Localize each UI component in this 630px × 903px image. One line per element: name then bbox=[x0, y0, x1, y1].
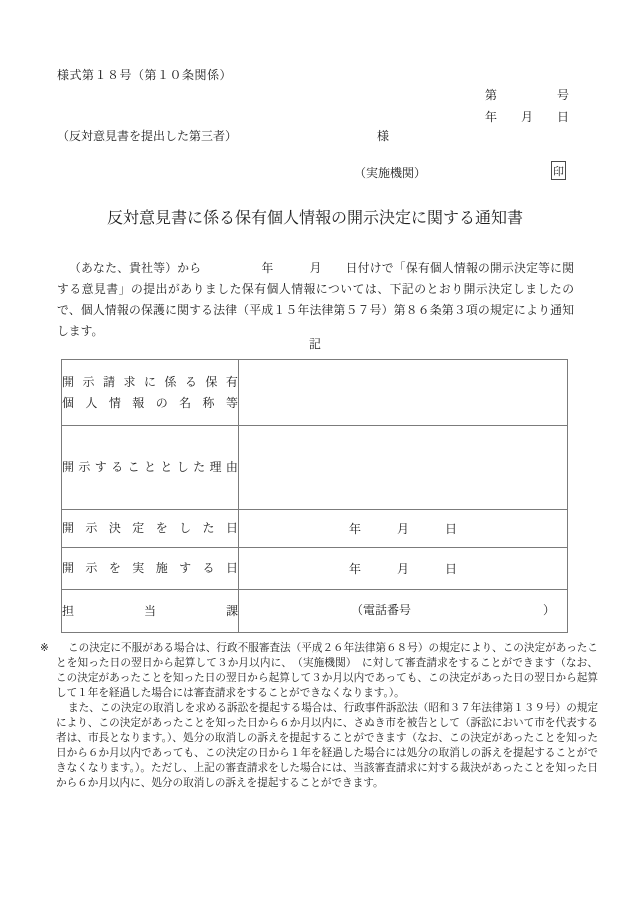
row-label-cell bbox=[62, 360, 239, 426]
row-value-cell: 年 月 日 bbox=[239, 510, 568, 548]
table-row-section-in-charge bbox=[62, 590, 568, 633]
table-row-decision-date bbox=[62, 510, 568, 548]
details-table bbox=[61, 359, 568, 633]
document-number-line: 第 号 bbox=[484, 88, 569, 102]
row-value-cell bbox=[239, 360, 568, 426]
row-label-cell bbox=[62, 548, 239, 590]
row-label-cell bbox=[62, 510, 239, 548]
row-value-cell bbox=[239, 426, 568, 510]
row-value-cell: 年 月 日 bbox=[239, 548, 568, 590]
row-label-line: 個 人 情 報 の 名 称 等 bbox=[62, 395, 238, 410]
document-title: 反対意見書に係る保有個人情報の開示決定に関する通知書 bbox=[106, 210, 523, 227]
seal-box: 印 bbox=[551, 161, 566, 180]
footnote-text bbox=[56, 641, 598, 791]
footnote-block bbox=[40, 641, 598, 791]
row-label-cell bbox=[62, 590, 239, 633]
footnote-paragraph: この決定に不服がある場合は、行政不服審査法（平成２６年法律第６８号）の規定により、この決定があったことを知った日の翌日から起算して３か月以内に、 （実施機関） に対して審査請求をすることができます（なお、この決定があったことを知った日の翌日から起算して３か月以内であっても、この決定があった日の翌日から起算して１年を経過した場合には審査請求をすることができなくなります。）。 bbox=[56, 643, 598, 699]
recipient-label: （反対意見書を提出した第三者） bbox=[57, 129, 238, 143]
row-label-cell bbox=[62, 426, 239, 510]
issuer-label: （実施機関） bbox=[354, 166, 427, 180]
phone-number-line bbox=[239, 602, 567, 621]
row-value-cell bbox=[239, 590, 568, 633]
footnote-marker: ※ bbox=[40, 643, 49, 654]
recipient-row bbox=[57, 127, 537, 144]
table-row-disclosure-reason bbox=[62, 426, 568, 510]
form-number: 様式第１８号（第１０条関係） bbox=[57, 68, 233, 82]
date-line: 年 月 日 bbox=[484, 110, 569, 124]
row-label-line: 担 当 課 bbox=[62, 603, 238, 618]
table-row-information-name bbox=[62, 360, 568, 426]
row-label-line: 開 示 決 定 を し た 日 bbox=[62, 521, 238, 535]
body-paragraph: （あなた、貴社等）から 年 月 日付けで「保有個人情報の開示決定等に関する意見書」の提出がありました保有個人情報については、下記のとおり開示決定しましたので、個人情報の保護に関する法律（平成１５年法律第５７号）第８６条第３項の規定により通知します。 bbox=[57, 261, 574, 338]
table-row-implementation-date bbox=[62, 548, 568, 590]
phone-label: （電話番号 bbox=[351, 602, 412, 617]
row-label-line: 開 示 す る こ と と し た 理 由 bbox=[62, 460, 238, 474]
phone-close-paren: ） bbox=[542, 602, 555, 617]
recipient-honorific: 様 bbox=[377, 129, 390, 143]
footnote-paragraph: また、この決定の取消しを求める訴訟を提起する場合は、行政事件訴訟法（昭和３７年法律第１３９号）の規定により、この決定があったことを知った日から６か月以内に、さぬき市を被告として（訴訟において市を代表する者は、市長となります。）、処分の取消しの訴えを提起することができます（なお、この決定があったことを知った日から６か月以内であっても、この決定の日から１年を経過した場合には処分の取消しの訴えを提起することができなくなります。）。ただし、上記の審査請求をした場合には、当該審査請求に対する裁決があったことを知った日から６か月以内に、処分の取消しの訴えを提起することができます。 bbox=[56, 703, 598, 789]
record-marker: 記 bbox=[308, 337, 321, 351]
row-label-line: 開 示 請 求 に 係 る 保 有 bbox=[62, 374, 238, 389]
row-label-line: 開 示 を 実 施 す る 日 bbox=[62, 561, 238, 575]
